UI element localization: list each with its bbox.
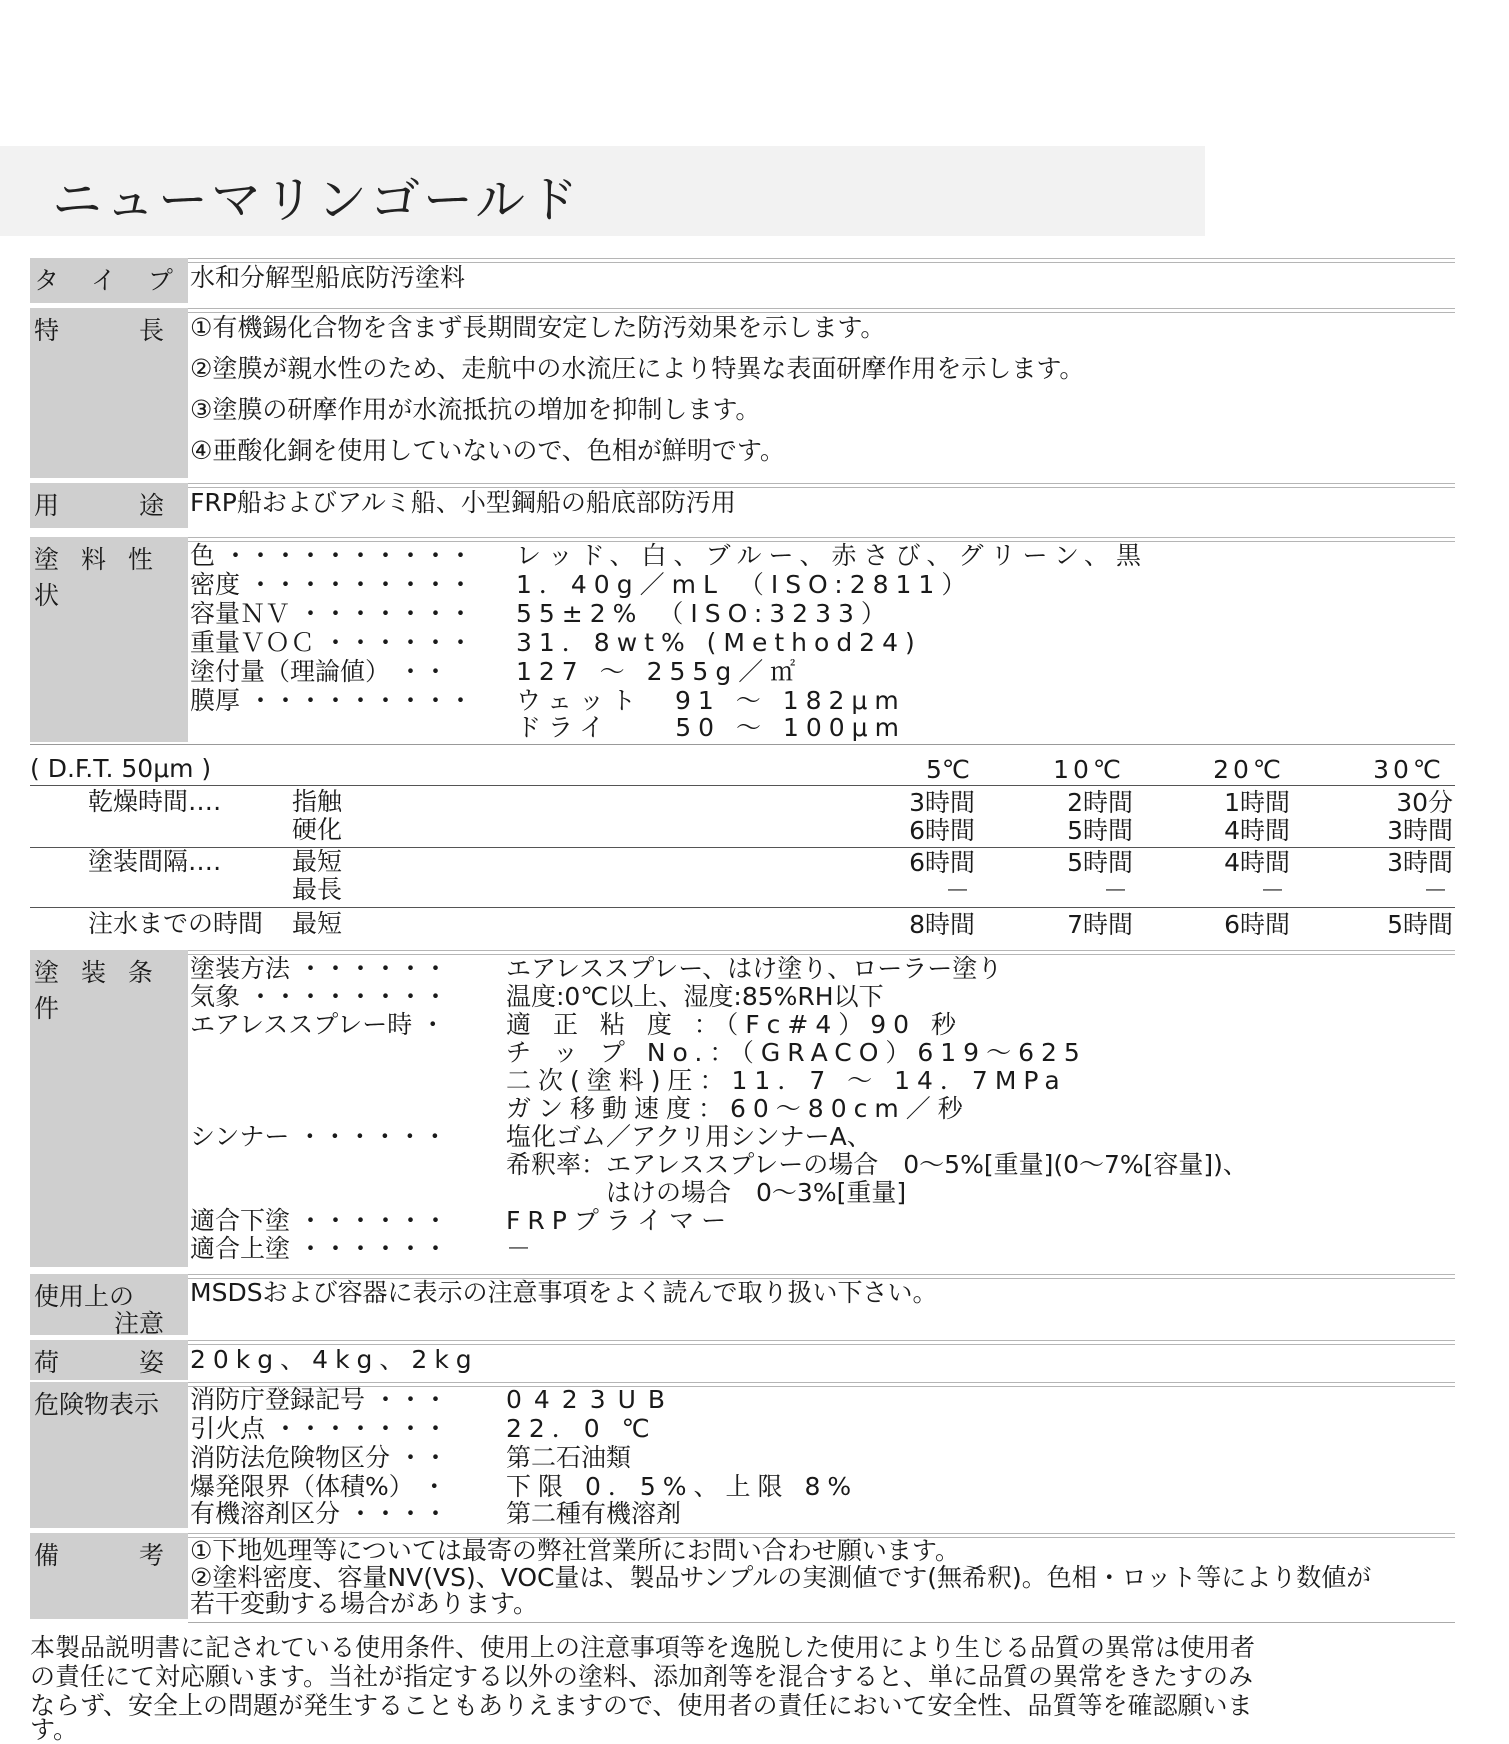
property-name: 密度 ・・・・・・・・・ — [190, 570, 473, 599]
drying-cell: － — [944, 876, 970, 905]
property-value: 31．8wt% (Method24) — [516, 628, 922, 657]
drying-sub: 最長 — [292, 875, 343, 904]
section-usage — [30, 483, 1455, 528]
drying-sub: 指触 — [292, 787, 343, 816]
property-value: ウェット 91 ～ 182μm — [516, 686, 906, 715]
section-properties — [30, 537, 1455, 742]
drying-sub: 硬化 — [292, 815, 343, 844]
drying-group: 塗装間隔‥‥ — [88, 847, 222, 876]
hazard-value: 第二種有機溶剤 — [506, 1499, 682, 1528]
drying-cell: 6時間 — [909, 816, 975, 845]
disclaimer-line: の責任にて対応願います。当社が指定する以外の塗料、添加剤等を混合すると、単に品質の異常をきたすのみ — [30, 1662, 1254, 1691]
hazard-value: 22．0 ℃ — [506, 1414, 657, 1443]
drying-cell: 4時間 — [1224, 848, 1290, 877]
label-features: 特 長 — [34, 316, 164, 345]
section-features — [30, 308, 1455, 478]
condition-name: 塗装方法 ・・・・・・ — [190, 954, 448, 983]
label-packaging: 荷 姿 — [34, 1348, 164, 1377]
temp-header: 5℃ — [926, 755, 970, 784]
condition-value: ガン移動速度：60～80cm／秒 — [506, 1094, 970, 1123]
label-usage: 用 途 — [34, 491, 164, 520]
disclaimer-line: す。 — [30, 1715, 79, 1744]
condition-name: 適合上塗 ・・・・・・ — [190, 1234, 448, 1263]
hazard-value: 下限 0．5%、上限 8% — [506, 1472, 859, 1501]
property-value: レッド、白、ブルー、赤さび、グリーン、黒 — [516, 541, 1149, 570]
remark-line: 若干変動する場合があります。 — [190, 1589, 539, 1618]
condition-value: 二次(塗料)圧：11．7 ～ 14．7MPa — [506, 1066, 1067, 1095]
drying-cell: 3時間 — [1387, 848, 1453, 877]
drying-cell: 7時間 — [1067, 910, 1133, 939]
drying-cell: 8時間 — [909, 910, 975, 939]
drying-cell: 2時間 — [1067, 788, 1133, 817]
label-conditions: 塗 装 条 件 — [34, 958, 160, 1023]
condition-value: エアレススプレー、はけ塗り、ローラー塗り — [506, 954, 1003, 983]
condition-value: 塩化ゴム／アクリ用シンナーA、 — [506, 1122, 872, 1151]
section-packaging — [30, 1340, 1455, 1380]
condition-value: 適 正 粘 度 ：（Fc#4）90 秒 — [506, 1010, 964, 1039]
condition-name: シンナー ・・・・・・ — [190, 1122, 448, 1151]
remark-line: ①下地処理等については最寄の弊社営業所にお問い合わせ願います。 — [190, 1536, 960, 1565]
property-value: 55±2% （ISO:3233） — [516, 599, 893, 628]
section-caution — [30, 1274, 1455, 1338]
drying-group: 注水までの時間 — [88, 909, 264, 938]
drying-cell: 5時間 — [1067, 816, 1133, 845]
packaging-value: 20kg、4kg、2kg — [190, 1345, 479, 1374]
drying-cell: 6時間 — [909, 848, 975, 877]
temp-header: 20℃ — [1213, 755, 1285, 784]
hazard-name: 引火点 ・・・・・・・ — [190, 1414, 448, 1443]
condition-value: FRPプライマー — [506, 1206, 734, 1235]
drying-cell: 6時間 — [1224, 910, 1290, 939]
feature-item: ②塗膜が親水性のため、走航中の水流圧により特異な表面研摩作用を示します。 — [190, 354, 1085, 383]
type-value: 水和分解型船底防汚塗料 — [190, 263, 466, 292]
divider — [30, 744, 1455, 745]
caution-value: MSDSおよび容器に表示の注意事項をよく読んで取り扱い下さい。 — [190, 1278, 938, 1307]
drying-cell: 4時間 — [1224, 816, 1290, 845]
drying-cell: 30分 — [1396, 788, 1453, 817]
label-caution-bottom: 注意 — [114, 1309, 165, 1338]
property-name: 色 ・・・・・・・・・・ — [190, 541, 473, 570]
temp-header: 10℃ — [1053, 755, 1125, 784]
disclaimer-line: 本製品説明書に記されている使用条件、使用上の注意事項等を逸脱した使用により生じる品質の異常は使用者 — [30, 1633, 1256, 1662]
hazard-name: 消防庁登録記号 ・・・ — [190, 1385, 448, 1414]
label-hazard: 危険物表示 — [34, 1390, 160, 1419]
drying-cell: － — [1422, 876, 1448, 905]
hazard-name: 消防法危険物区分 ・・ — [190, 1443, 448, 1472]
drying-cell: － — [1102, 876, 1128, 905]
condition-value: － — [506, 1234, 532, 1263]
property-name: 膜厚 ・・・・・・・・・ — [190, 686, 473, 715]
condition-name: 気象 ・・・・・・・・ — [190, 982, 448, 1011]
divider — [30, 785, 1455, 786]
disclaimer-line: ならず、安全上の問題が発生することもありえますので、使用者の責任において安全性、品質等を確認願いま — [30, 1691, 1253, 1720]
drying-cell: 5時間 — [1387, 910, 1453, 939]
condition-name: 適合下塗 ・・・・・・ — [190, 1206, 448, 1235]
drying-cell: 3時間 — [909, 788, 975, 817]
label-caution-top: 使用上の — [34, 1282, 135, 1311]
drying-sub: 最短 — [292, 909, 343, 938]
section-hazard — [30, 1382, 1455, 1528]
condition-value: 希釈率：エアレススプレーの場合 0～5%[重量](0～7%[容量])、 — [506, 1150, 1248, 1179]
hazard-name: 有機溶剤区分 ・・・・ — [190, 1499, 448, 1528]
condition-value: 温度:0℃以上、湿度:85%RH以下 — [506, 982, 884, 1011]
drying-cell: 3時間 — [1387, 816, 1453, 845]
condition-value: チ ッ プ No.：（GRACO）619～625 — [506, 1038, 1087, 1067]
hazard-value: 0423UB — [506, 1385, 678, 1414]
property-name: 塗付量（理論値） ・・ — [190, 657, 448, 686]
drying-cell: 1時間 — [1224, 788, 1290, 817]
hazard-name: 爆発限界（体積%） ・ — [190, 1472, 447, 1501]
section-remarks — [30, 1533, 1455, 1619]
property-value: 1．40g／mL （ISO:2811） — [516, 570, 974, 599]
feature-item: ①有機錫化合物を含まず長期間安定した防汚効果を示します。 — [190, 313, 886, 342]
property-name: 容量ＮＶ ・・・・・・・ — [190, 599, 473, 628]
drying-cell: － — [1259, 876, 1285, 905]
condition-value: はけの場合 0～3%[重量] — [506, 1178, 907, 1207]
section-conditions — [30, 950, 1455, 1267]
usage-value: FRP船およびアルミ船、小型鋼船の船底部防汚用 — [190, 488, 736, 517]
feature-item: ③塗膜の研摩作用が水流抵抗の増加を抑制します。 — [190, 395, 761, 424]
feature-item: ④亜酸化銅を使用していないので、色相が鮮明です。 — [190, 436, 785, 465]
property-value: ドライ 50 ～ 100μm — [516, 713, 906, 742]
temp-header: 30℃ — [1373, 755, 1445, 784]
condition-name: エアレススプレー時 ・ — [190, 1010, 446, 1039]
divider — [30, 907, 1455, 908]
label-type: タ イ プ — [34, 266, 185, 295]
drying-group: 乾燥時間‥‥ — [88, 787, 222, 816]
drying-sub: 最短 — [292, 847, 343, 876]
property-name: 重量ＶＯＣ ・・・・・・ — [190, 628, 473, 657]
drying-cell: 5時間 — [1067, 848, 1133, 877]
page-title: ニューマリンゴールド — [52, 171, 581, 229]
property-value: 127 ～ 255g／㎡ — [516, 657, 803, 686]
section-type — [30, 258, 1455, 303]
hazard-value: 第二石油類 — [506, 1443, 632, 1472]
divider — [188, 1622, 1455, 1623]
dft-condition: ( D.F.T. 50μm ) — [30, 754, 212, 783]
remark-line: ②塗料密度、容量NV(VS)、VOC量は、製品サンプルの実測値です(無希釈)。色相・ロット等により数値が — [190, 1563, 1372, 1592]
label-remarks: 備 考 — [34, 1541, 164, 1570]
label-properties: 塗 料 性 状 — [34, 545, 160, 610]
